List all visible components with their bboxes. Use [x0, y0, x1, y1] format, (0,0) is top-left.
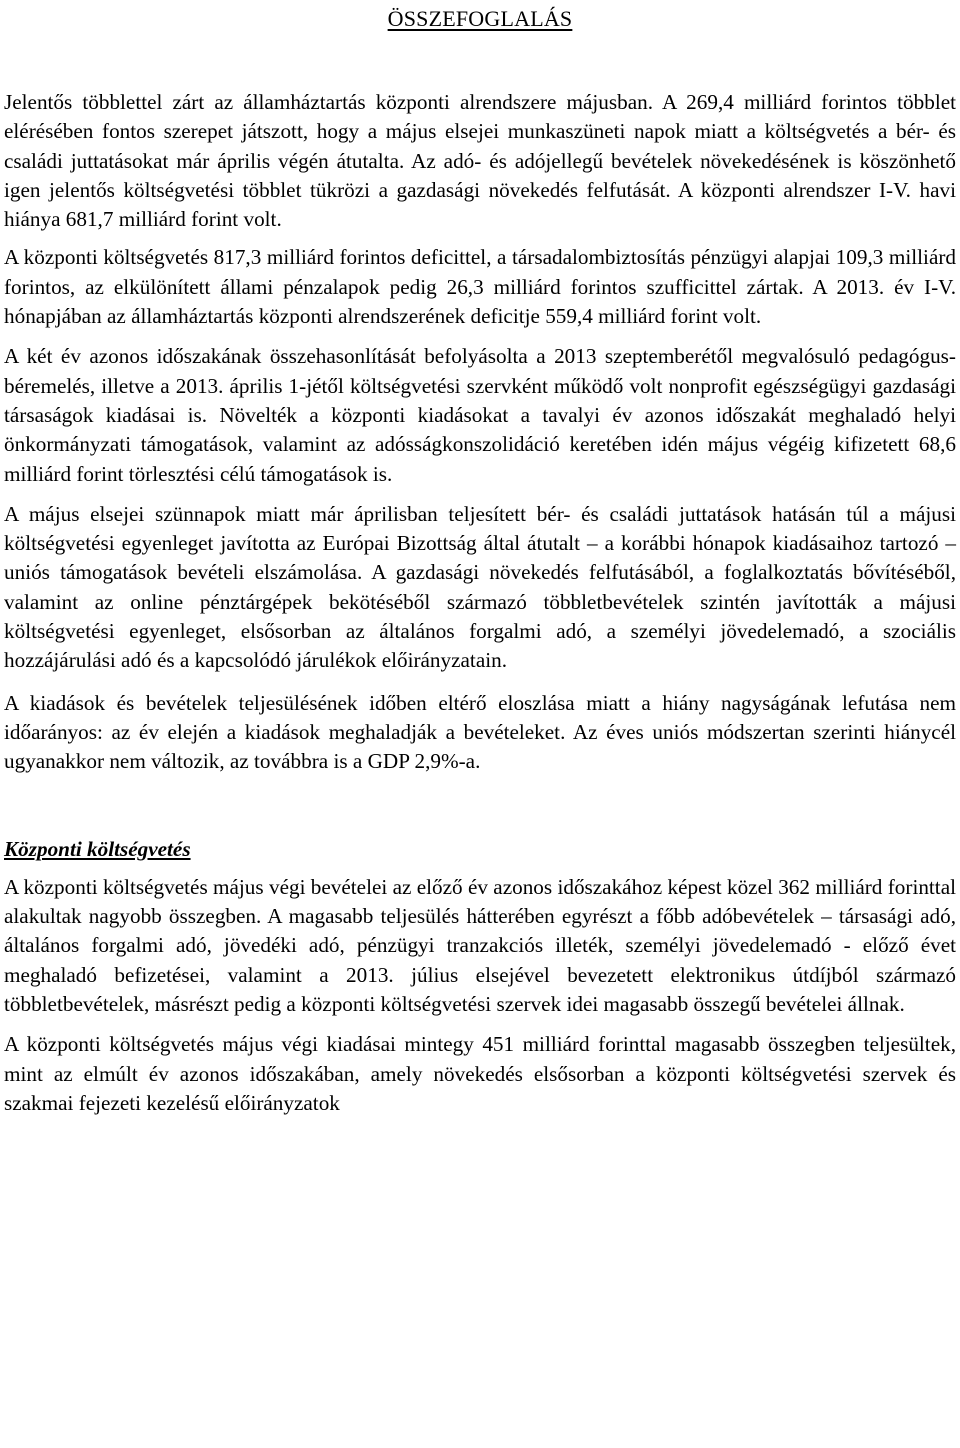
section-paragraph-2: A központi költségvetés május végi kiadásai mintegy 451 milliárd forinttal magasabb összegben teljesültek, mint az elmúlt év azonos időszakában, amely növekedés elsősorban a központi költségvetési szervek és szakmai fejezeti kezelésű előirányzatok: [4, 1032, 956, 1115]
summary-paragraph-5: A kiadások és bevételek teljesülésének időben eltérő eloszlása miatt a hiány nagyságának lefutása nem időarányos: az év elején a kiadások meghaladják a bevételeket. Az éves uniós módszertan szerinti hiánycél ugyanakkor nem változik, az továbbra is a GDP 2,9%-a.: [4, 690, 956, 774]
summary-paragraph-1: Jelentős többlettel zárt az államháztartás központi alrendszere májusban. A 269,4 milliárd forintos többlet elérésében fontos szerepet játszott, hogy a május elsejei munkaszüneti napok miatt a költségvetés a bér- és családi juttatásokat már április végén átutalta. Az adó- és adójellegű bevételek növekedésének is köszönhető igen jelentős költségvetési többlet tükrözi a gazdasági növekedés felfutását. A központi alrendszer I-V. havi hiánya 681,7 milliárd forint volt.: [4, 90, 956, 232]
summary-paragraph-3: A két év azonos időszakának összehasonlítását befolyásolta a 2013 szeptemberétől megvalósuló pedagógus-béremelés, illetve a 2013. április 1-jétől költségvetési szervként működő volt nonprofit egészségügyi gazdasági társaságok kiadásai is. Növelték a központi kiadásokat a tavalyi év azonos időszakát meghaladó helyi önkormányzati támogatások, valamint az adósságkonszolidáció keretében idén május végéig kifizetett 68,6 milliárd forint törlesztési célú támogatások is.: [4, 344, 956, 486]
summary-paragraph-4: A május elsejei szünnapok miatt már áprilisban teljesített bér- és családi juttatások hatásán túl a májusi költségvetési egyenleget javította az Európai Bizottság által átutalt – a korábbi hónapok kiadásaihoz tartozó – uniós támogatások bevételi elszámolása. A gazdasági növekedés felfutásából, a foglalkoztatás bővítéséből, valamint az online pénztárgépek bekötéséből származó többletbevételek szintén javították a májusi költségvetési egyenleget, elsősorban az általános forgalmi adó, a személyi jövedelemadó, a szociális hozzájárulási adó és a kapcsolódó járulékok előirányzatain.: [4, 501, 956, 673]
page-title: ÖSSZEFOGLALÁS: [387, 6, 573, 31]
section-heading: Központi költségvetés: [4, 836, 191, 861]
summary-paragraph-2: A központi költségvetés 817,3 milliárd forintos deficittel, a társadalombiztosítás pénzügyi alapjai 109,3 milliárd forintos, az elkülönített állami pénzalapok pedig 26,3 milliárd forintos szufficittel zártak. A 2013. év I-V. hónapjában az államháztartás központi alrendszerének deficitje 559,4 milliárd forint volt.: [4, 245, 956, 329]
section-paragraph-1: A központi költségvetés május végi bevételei az előző év azonos időszakához képest közel 362 milliárd forinttal alakultak nagyobb összegben. A magasabb teljesülés hátterében egyrészt a főbb adóbevételek – társasági adó, általános forgalmi adó, jövedéki adó, pénzügyi tranzakciós illeték, személyi jövedelemadó - előző évet meghaladó befizetései, valamint a 2013. július elsejével bevezetett elektronikus útdíjból származó többletbevételek, másrészt pedig a központi költségvetési szervek idei magasabb összegű bevételei állnak.: [4, 874, 956, 1017]
